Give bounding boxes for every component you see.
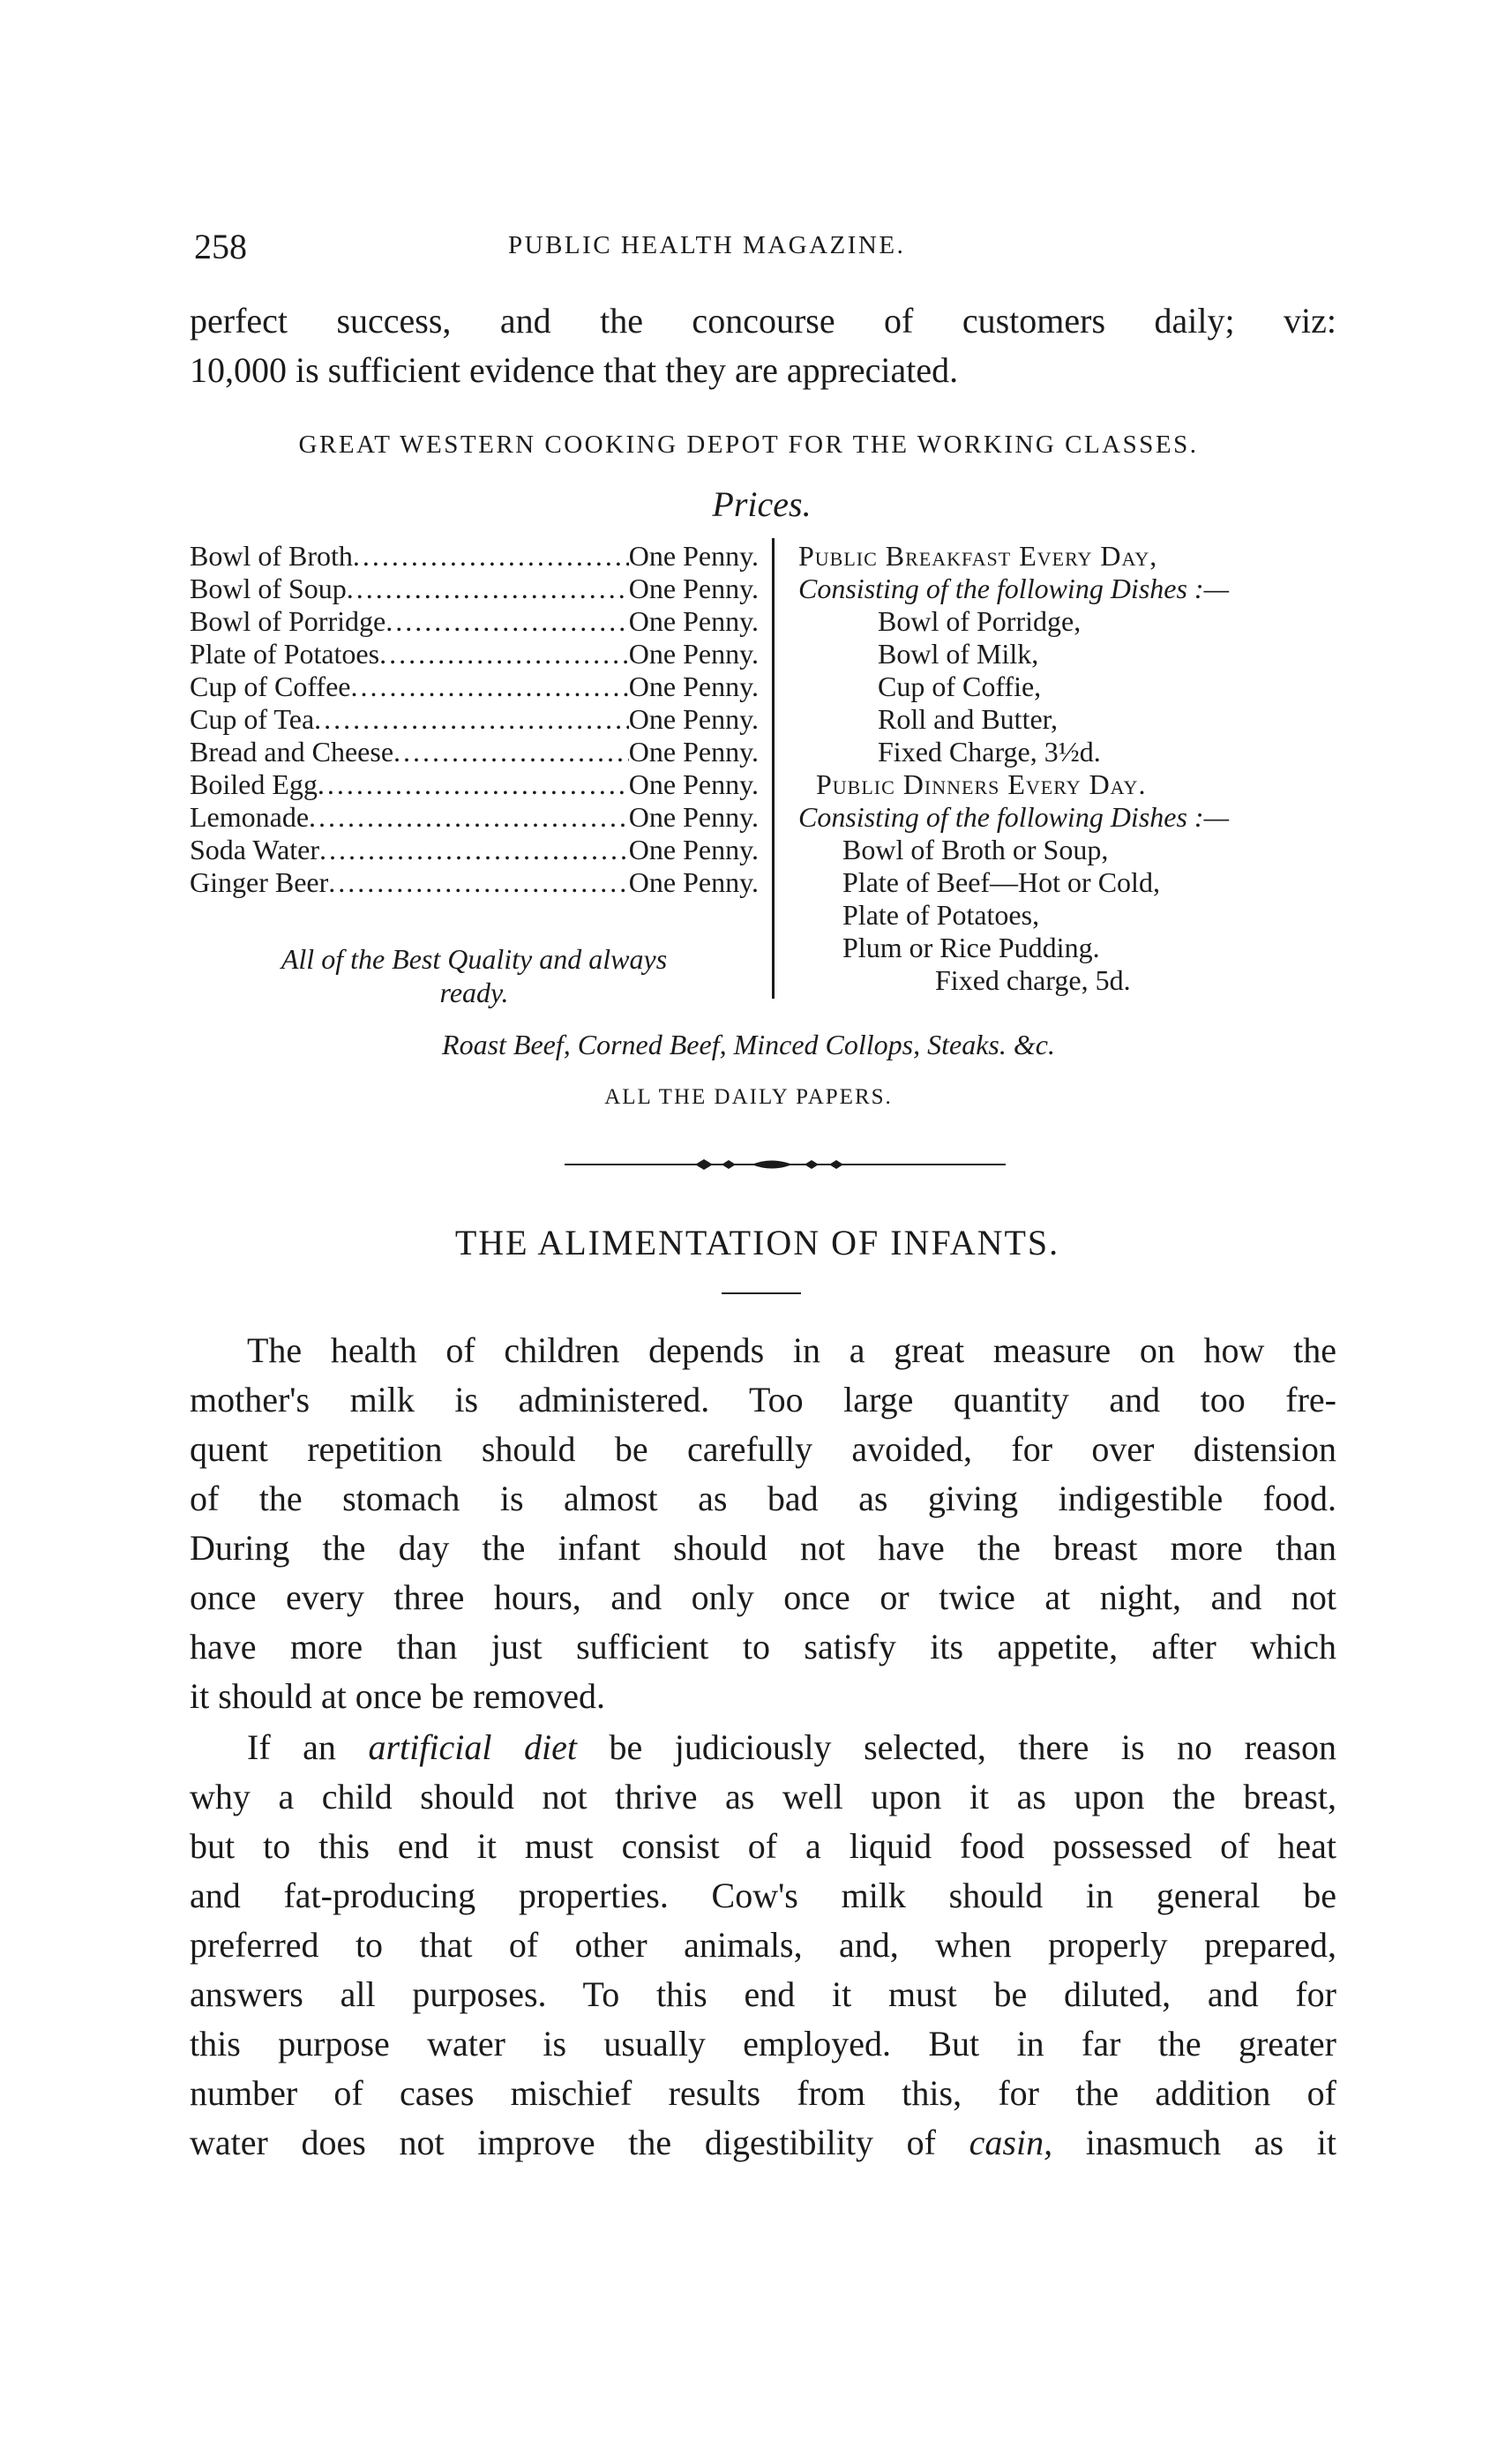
- paragraph-line: have more than just sufficient to satisfy its appetite, after which: [190, 1627, 1336, 1666]
- price-item: Bowl of Soup: [190, 573, 347, 604]
- price-row: [190, 801, 759, 833]
- depot-title: GREAT WESTERN COOKING DEPOT FOR THE WORKING CLASSES.: [298, 431, 1199, 459]
- leader-dots: [318, 768, 629, 800]
- paragraph-line: of the stomach is almost as bad as giving indigestible food.: [190, 1479, 1336, 1518]
- leader-dots: [328, 866, 629, 898]
- paragraph-line: The health of children depends in a great measure on how the: [247, 1330, 1336, 1370]
- text-run: water does not improve the digestibility of: [190, 2123, 969, 2162]
- running-head: PUBLIC HEALTH MAGAZINE.: [508, 231, 906, 259]
- paragraph-line: [190, 2118, 1336, 2167]
- column-divider: [772, 538, 775, 999]
- paragraph-line: mother's milk is administered. Too large quantity and too fre-: [190, 1380, 1336, 1419]
- price-row: [190, 573, 759, 604]
- price-row: [190, 703, 759, 735]
- paragraph-line: preferred to that of other animals, and, when properly prepared,: [190, 1925, 1336, 1965]
- dinner-item: Plate of Potatoes,: [842, 899, 1040, 931]
- breakfast-heading: Public Breakfast Every Day,: [798, 540, 1158, 572]
- page-number: 258: [194, 227, 247, 266]
- quality-note-line: ready.: [439, 977, 509, 1008]
- price-row: [190, 736, 759, 768]
- text-run: be judiciously selected, there is no reason: [576, 1727, 1336, 1767]
- intro-line: 10,000 is sufficient evidence that they are appreciated.: [190, 350, 959, 390]
- paragraph-line: number of cases mischief results from this, for the addition of: [190, 2073, 1336, 2113]
- dinners-heading: Public Dinners Every Day.: [816, 768, 1147, 800]
- paragraph-line: and fat-producing properties. Cow's milk should in general be: [190, 1876, 1336, 1915]
- section-title: THE ALIMENTATION OF INFANTS.: [454, 1223, 1060, 1262]
- price-value: One Penny.: [628, 573, 759, 604]
- leader-dots: [379, 638, 629, 670]
- dinner-item: Plum or Rice Pudding.: [842, 932, 1100, 963]
- price-value: One Penny.: [628, 834, 759, 865]
- leader-dots: [319, 834, 629, 865]
- price-value: One Penny.: [628, 768, 759, 800]
- price-value: One Penny.: [628, 638, 759, 670]
- price-row: [190, 540, 759, 572]
- breakfast-charge: Fixed Charge, 3½d.: [878, 736, 1101, 768]
- quality-note-line: All of the Best Quality and always: [281, 943, 668, 975]
- paragraph-line: it should at once be removed.: [190, 1676, 605, 1716]
- price-item: Cup of Coffee: [190, 670, 351, 702]
- price-value: One Penny.: [628, 801, 759, 833]
- leader-dots: [347, 573, 629, 604]
- paragraph-line: but to this end it must consist of a liquid food possessed of heat: [190, 1826, 1336, 1866]
- prices-heading: Prices.: [712, 484, 812, 524]
- leader-dots: [314, 703, 629, 735]
- breakfast-item: Bowl of Milk,: [878, 638, 1039, 670]
- price-item: Bowl of Porridge: [190, 605, 386, 637]
- price-item: Soda Water: [190, 834, 320, 865]
- price-row: [190, 834, 759, 865]
- breakfast-item: Bowl of Porridge,: [878, 605, 1082, 637]
- price-item: Lemonade: [190, 801, 310, 833]
- emphasis-text: casin,: [969, 2123, 1053, 2162]
- dinner-item: Plate of Beef—Hot or Cold,: [842, 866, 1160, 898]
- breakfast-consisting: Consisting of the following Dishes :—: [798, 573, 1230, 604]
- price-item: Bowl of Broth: [190, 540, 353, 572]
- title-rule: [722, 1292, 801, 1294]
- price-row: [190, 670, 759, 702]
- price-value: One Penny.: [628, 605, 759, 637]
- leader-dots: [309, 801, 629, 833]
- leader-dots: [353, 540, 629, 572]
- paragraph-line: [247, 1723, 1336, 1771]
- price-row: [190, 605, 759, 637]
- leader-dots: [350, 670, 628, 702]
- intro-line: perfect success, and the concourse of customers daily; viz:: [190, 301, 1336, 341]
- paragraph-line: why a child should not thrive as well upon it as upon the breast,: [190, 1777, 1336, 1816]
- price-item: Cup of Tea: [190, 703, 315, 735]
- price-value: One Penny.: [628, 670, 759, 702]
- price-row: [190, 768, 759, 800]
- quality-note: [190, 942, 759, 1009]
- dinner-item: Bowl of Broth or Soup,: [842, 834, 1109, 865]
- breakfast-item: Roll and Butter,: [878, 703, 1059, 735]
- leader-dots: [385, 605, 629, 637]
- price-value: One Penny.: [628, 866, 759, 898]
- price-item: Ginger Beer: [190, 866, 329, 898]
- dinner-charge: Fixed charge, 5d.: [935, 964, 1131, 996]
- emphasis-text: artificial diet: [368, 1727, 577, 1767]
- breakfast-item: Cup of Coffie,: [878, 670, 1042, 702]
- paragraph-line: once every three hours, and only once or twice at night, and not: [190, 1577, 1336, 1617]
- price-item: Plate of Potatoes: [190, 638, 380, 670]
- ornament-rule: [565, 1156, 1006, 1173]
- text-run: inasmuch as it: [1052, 2123, 1336, 2162]
- price-value: One Penny.: [628, 703, 759, 735]
- price-item: Bread and Cheese: [190, 736, 394, 768]
- paragraph-line: During the day the infant should not have the breast more than: [190, 1528, 1336, 1568]
- dinners-consisting: Consisting of the following Dishes :—: [798, 801, 1230, 833]
- price-value: One Penny.: [628, 736, 759, 768]
- paragraph-line: this purpose water is usually employed. But in far the greater: [190, 2024, 1336, 2063]
- paragraph-line: quent repetition should be carefully avoided, for over distension: [190, 1429, 1336, 1469]
- price-item: Boiled Egg: [190, 768, 318, 800]
- daily-papers-line: ALL THE DAILY PAPERS.: [604, 1085, 893, 1109]
- dishes-line: Roast Beef, Corned Beef, Minced Collops, Steaks. &c.: [442, 1029, 1055, 1060]
- price-row: [190, 638, 759, 670]
- leader-dots: [393, 736, 629, 768]
- price-row: [190, 866, 759, 898]
- text-run: If an: [247, 1727, 369, 1767]
- price-value: One Penny.: [628, 540, 759, 572]
- paragraph-line: answers all purposes. To this end it must be diluted, and for: [190, 1974, 1336, 2014]
